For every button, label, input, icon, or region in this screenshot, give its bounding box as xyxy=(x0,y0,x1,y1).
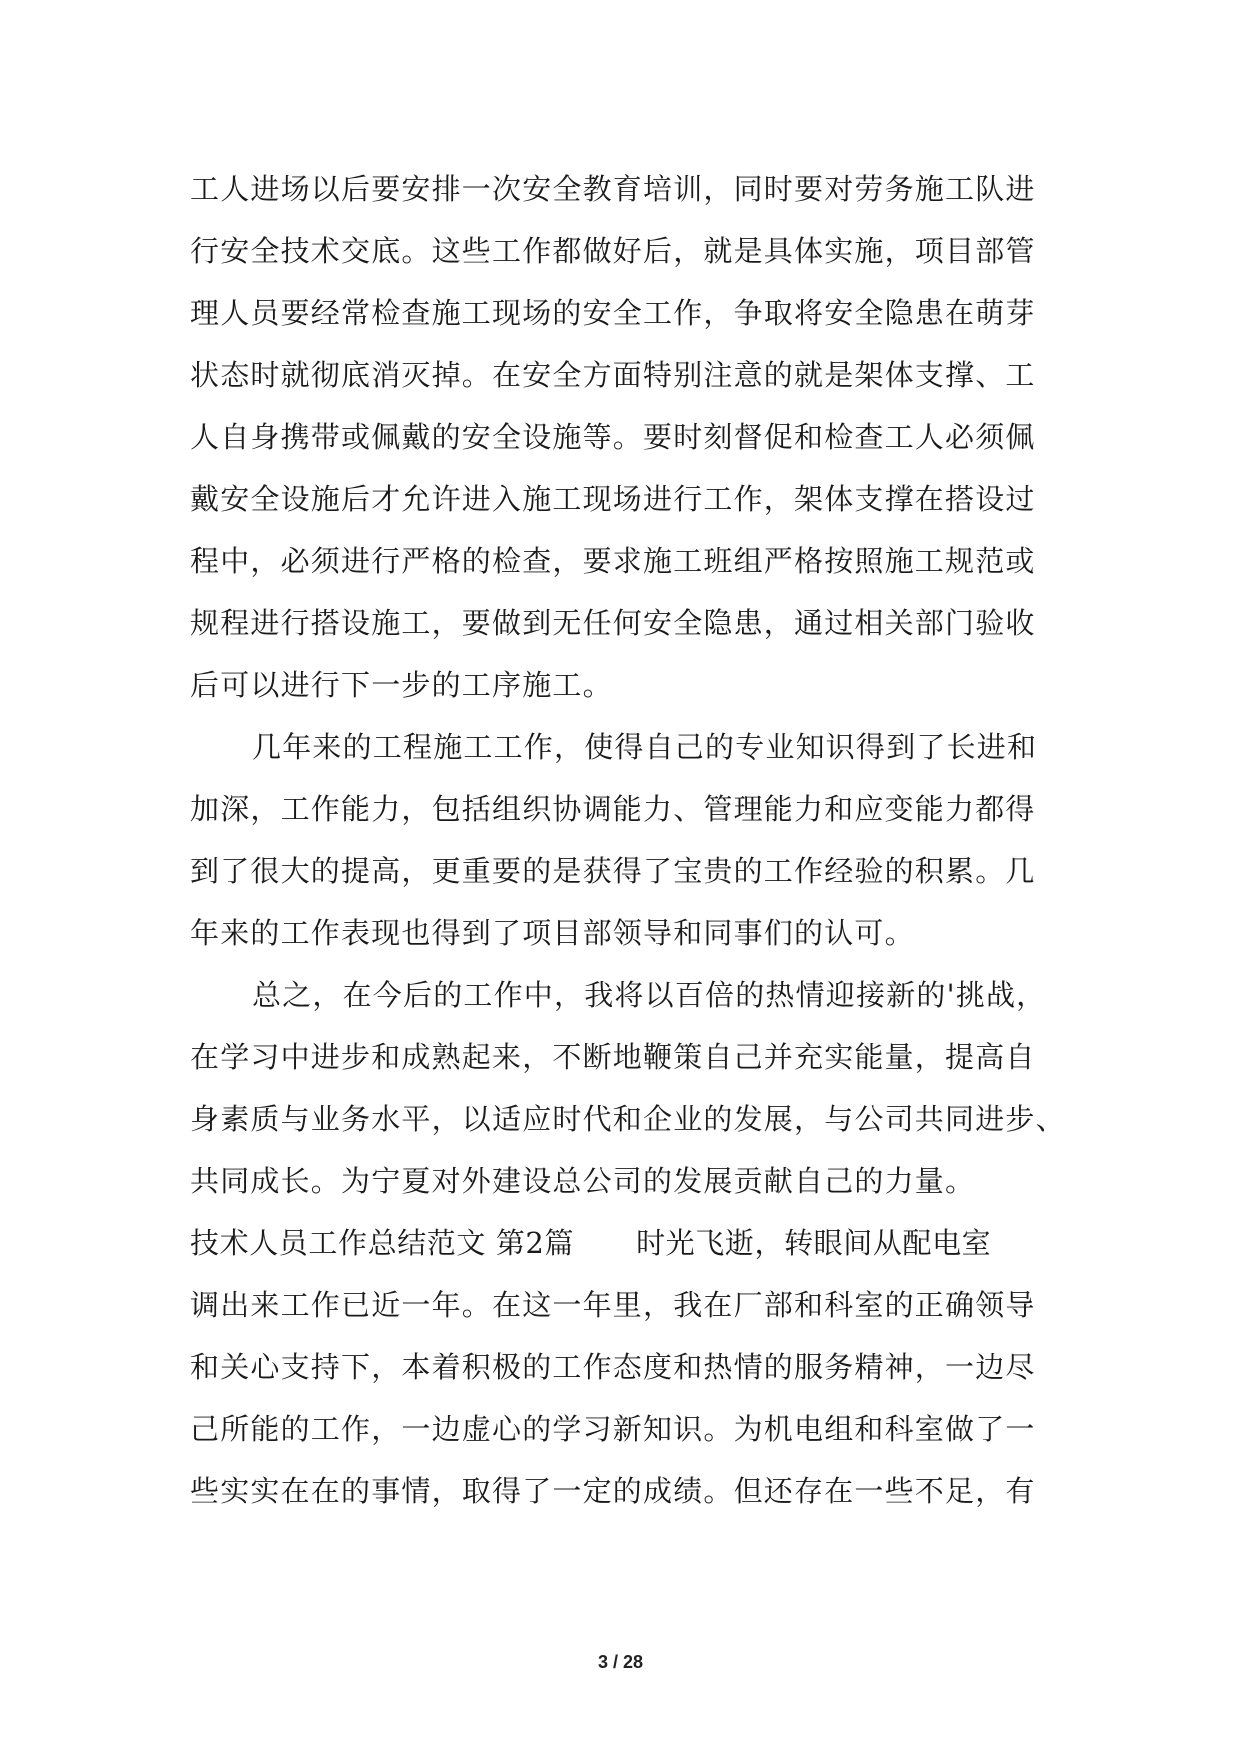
section-heading-line xyxy=(190,1212,1070,1274)
document-body xyxy=(190,158,1070,1522)
text-line: 和关心支持下，本着积极的工作态度和热情的服务精神，一边尽 xyxy=(190,1350,1036,1384)
text-line: 身素质与业务水平，以适应时代和企业的发展，与公司共同进步、 xyxy=(190,1102,1066,1136)
text-line: 理人员要经常检查施工现场的安全工作，争取将安全隐患在萌芽 xyxy=(190,296,1036,330)
text-line: 共同成长。为宁夏对外建设总公司的发展贡献自己的力量。 xyxy=(190,1164,976,1198)
text-line: 后可以进行下一步的工序施工。 xyxy=(190,668,613,702)
text-line: 到了很大的提高，更重要的是获得了宝贵的工作经验的积累。几 xyxy=(190,854,1036,888)
text-line: 状态时就彻底消灭掉。在安全方面特别注意的就是架体支撑、工 xyxy=(190,358,1036,392)
text-line: 些实实在在的事情，取得了一定的成绩。但还存在一些不足，有 xyxy=(190,1474,1036,1508)
text-line: 己所能的工作，一边虚心的学习新知识。为机电组和科室做了一 xyxy=(190,1412,1036,1446)
text-line: 规程进行搭设施工，要做到无任何安全隐患，通过相关部门验收 xyxy=(190,606,1036,640)
text-line: 行安全技术交底。这些工作都做好后，就是具体实施，项目部管 xyxy=(190,234,1036,268)
paragraph-start-line: 几年来的工程施工工作，使得自己的专业知识得到了长进和 xyxy=(252,730,1038,764)
section-heading-continuation: 时光飞逝，转眼间从配电室 xyxy=(636,1226,992,1260)
text-line: 加深，工作能力，包括组织协调能力、管理能力和应变能力都得 xyxy=(190,792,1036,826)
text-line: 年来的工作表现也得到了项目部领导和同事们的认可。 xyxy=(190,916,915,950)
section-heading-title: 技术人员工作总结范文 第2篇 xyxy=(190,1226,575,1260)
page-number: 3 / 28 xyxy=(597,1652,644,1672)
text-line: 在学习中进步和成熟起来，不断地鞭策自己并充实能量，提高自 xyxy=(190,1040,1036,1074)
paragraph-start-line: 总之，在今后的工作中，我将以百倍的热情迎接新的'挑战， xyxy=(252,978,1047,1012)
text-line: 程中，必须进行严格的检查，要求施工班组严格按照施工规范或 xyxy=(190,544,1036,578)
text-line: 工人进场以后要安排一次安全教育培训，同时要对劳务施工队进 xyxy=(190,172,1036,206)
text-line: 调出来工作已近一年。在这一年里，我在厂部和科室的正确领导 xyxy=(190,1288,1036,1322)
text-line: 戴安全设施后才允许进入施工现场进行工作，架体支撑在搭设过 xyxy=(190,482,1036,516)
text-line: 人自身携带或佩戴的安全设施等。要时刻督促和检查工人必须佩 xyxy=(190,420,1036,454)
